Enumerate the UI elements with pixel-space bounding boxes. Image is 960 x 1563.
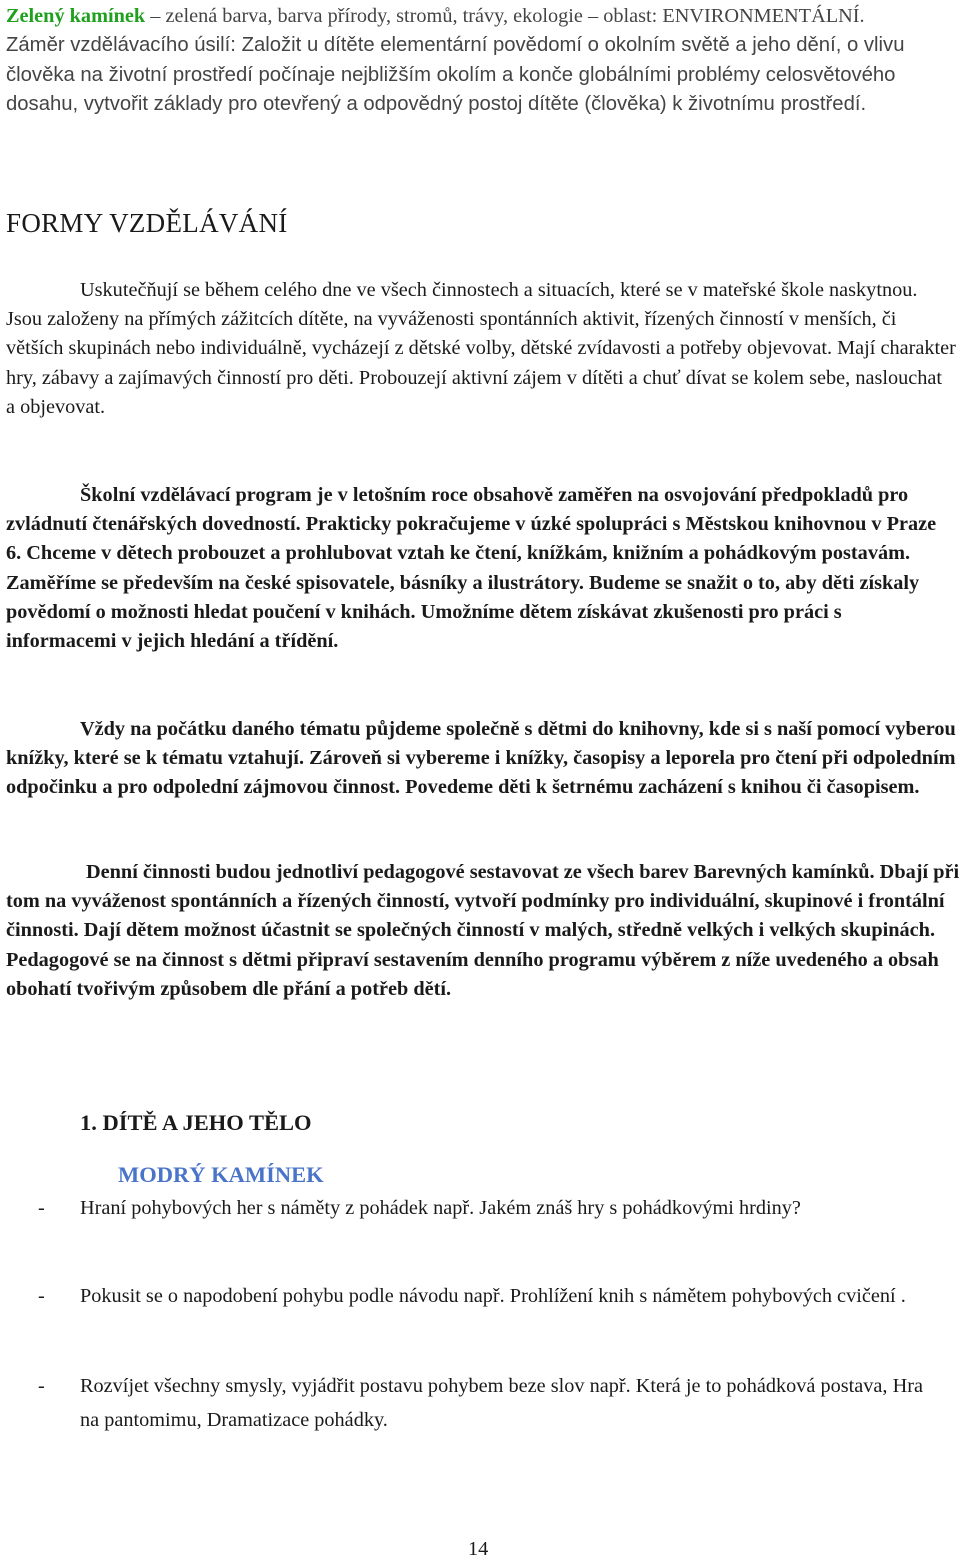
list-dash: - <box>38 1375 45 1397</box>
list-dash: - <box>38 1197 45 1219</box>
page-number: 14 <box>468 1538 489 1560</box>
section-title: 1. DÍTĚ A JEHO TĚLO <box>80 1110 312 1135</box>
library-text: Vždy na počátku daného tématu půjdeme společně s dětmi do knihovny, kde si s naší pomocí vyberou knížky, které se k tématu vztahují. Zároveň si vybereme i knížky, časopisy a leporela pro čtení při odpoledním odpočinku a pro odpolední zájmovou činnost. Povedeme děti k šetrnému zacházení s knihou či časopisem. <box>6 718 956 799</box>
list-item-text: Rozvíjet všechny smysly, vyjádřit postavu pohybem beze slov např. Která je to pohádková postava, Hra na pantomimu, Dramatizace pohádky. <box>80 1375 923 1431</box>
school-program-paragraph <box>6 481 956 656</box>
daily-activities-text: Denní činnosti budou jednotliví pedagogové sestavovat ze všech barev Barevných kamínků. Dbají při tom na vyváženost spontánních a řízených činností, vytvoří podmínky pro individuální, skupinové i frontální činnosti. Dají dětem možnost účastnit se společných činností v malých, středně velkých i velkých skupinách. Pedagogové se na činnost s dětmi připraví sestavením denního programu výběrem z níže uvedeného a obsah obohatí tvořivým způsobem dle přání a potřeb dětí. <box>6 861 960 1000</box>
list-item <box>38 1279 938 1313</box>
forms-heading: FORMY VZDĚLÁVÁNÍ <box>6 208 288 238</box>
intro-paragraph <box>6 2 954 120</box>
area-name: Zelený kamínek <box>6 5 146 27</box>
list-item <box>38 1369 938 1437</box>
forms-paragraph <box>6 276 956 422</box>
list-item-text: Hraní pohybových her s náměty z pohádek např. Jakém znáš hry s pohádkovými hrdiny? <box>80 1197 801 1219</box>
daily-activities-paragraph <box>6 858 960 1004</box>
area-description: – zelená barva, barva přírody, stromů, trávy, ekologie – oblast: ENVIRONMENTÁLNÍ. <box>145 5 865 27</box>
list-dash: - <box>38 1285 45 1307</box>
education-goal: Záměr vzdělávacího úsilí: Založit u dítěte elementární povědomí o okolním světě a jeho dění, o vlivu člověka na životní prostředí počínaje nejbližším okolím a konče globálními problémy celosvětového dosahu, vytvořit základy pro otevřený a odpovědný postoj dítěte (člověka) k životnímu prostředí. <box>6 34 905 116</box>
library-paragraph <box>6 715 956 803</box>
school-program-text: Školní vzdělávací program je v letošním roce obsahově zaměřen na osvojování předpokladů pro zvládnutí čtenářských dovedností. Prakticky pokračujeme v úzké spolupráci s Městskou knihovnou v Praze 6. Chceme v dětech probouzet a prohlubovat vztah ke čtení, knížkám, knižním a pohádkovým postavám. Zaměříme se především na české spisovatele, básníky a ilustrátory. Budeme se snažit o to, aby děti získaly povědomí o možnosti hledat poučení v knihách. Umožníme dětem získávat zkušenosti pro práci s informacemi v jejich hledání a třídění. <box>6 484 937 653</box>
forms-text: Uskutečňují se během celého dne ve všech činnostech a situacích, které se v mateřské škole naskytnou. Jsou založeny na přímých zážitcích dítěte, na vyváženosti spontánních aktivit, řízených činností v menších, či větších skupinách nebo individuálně, vycházejí z dětské volby, dětské zvídavosti a potřeby objevovat. Mají charakter hry, zábavy a zajímavých činností pro děti. Probouzejí aktivní zájem v dítěti a chuť dívat se kolem sebe, naslouchat a objevovat. <box>6 279 956 418</box>
section-subtitle: MODRÝ KAMÍNEK <box>118 1162 324 1187</box>
list-item <box>38 1191 938 1225</box>
list-item-text: Pokusit se o napodobení pohybu podle návodu např. Prohlížení knih s námětem pohybových cvičení . <box>80 1285 906 1307</box>
